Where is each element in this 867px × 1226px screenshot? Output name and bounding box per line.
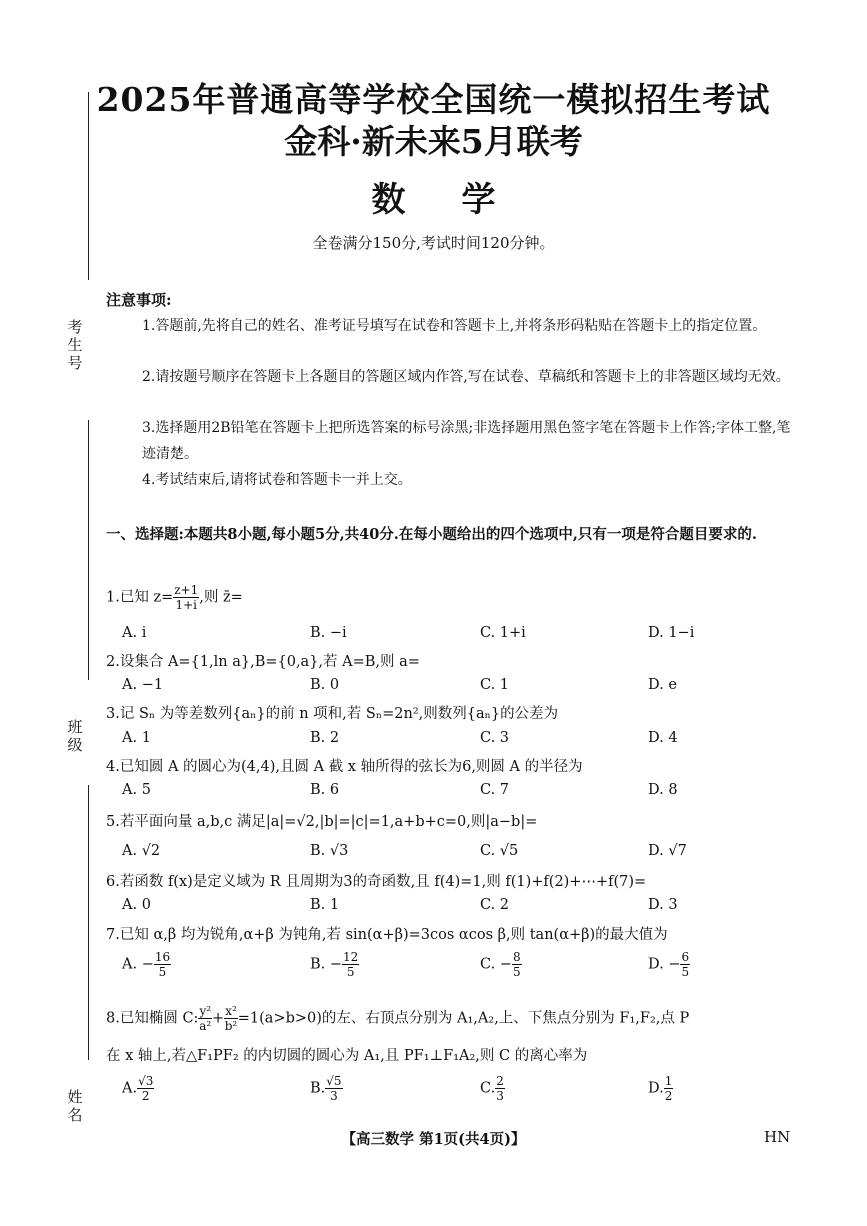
q8-option-a xyxy=(122,1074,154,1103)
q8-post: =1(a>b>0)的左、右顶点分别为 A₁,A₂,上、下焦点分别为 F₁,F₂,点 P xyxy=(237,1010,690,1027)
q8-plus: + xyxy=(212,1010,225,1027)
page-footer: 【高三数学 第1页(共4页)】 xyxy=(341,1131,526,1148)
question-3: 3.记 Sₙ 为等差数列{aₙ}的前 n 项和,若 Sₙ=2n²,则数列{aₙ}的公差为 xyxy=(106,706,559,722)
question-2: 2.设集合 A={1,ln a},B={0,a},若 A=B,则 a= xyxy=(106,654,420,670)
q1-prefix: 1.已知 z= xyxy=(106,589,174,606)
q7-option-b xyxy=(310,950,359,979)
q7-option-a xyxy=(122,950,171,979)
q5-option-b: B. √3 xyxy=(310,843,349,859)
exam-number-label: 考生号 xyxy=(67,318,83,372)
q1-option-c: C. 1+i xyxy=(480,625,526,641)
q1-option-a: A. i xyxy=(122,625,147,641)
q7-b-label: B. − xyxy=(310,956,343,973)
notice-item-3: 3.选择题用2B铅笔在答题卡上把所选答案的标号涂黑;非选择题用黑色签字笔在答题卡上作答;字体工整,笔迹清楚。 xyxy=(142,420,791,462)
question-6: 6.若函数 f(x)是定义域为 R 且周期为3的奇函数,且 f(4)=1,则 f(1)+f(2)+⋯+f(7)= xyxy=(106,874,647,890)
q8-c-num: 2 xyxy=(496,1074,504,1088)
q8-d-den: 2 xyxy=(664,1089,673,1103)
q6-option-c: C. 2 xyxy=(480,897,510,913)
q5-option-c: C. √5 xyxy=(480,843,519,859)
q8-c-frac xyxy=(495,1074,505,1103)
q8-c-den: 3 xyxy=(496,1089,504,1103)
q1-den: 1+i xyxy=(175,598,197,612)
q2-option-b: B. 0 xyxy=(310,677,340,693)
q8-d-num: 1 xyxy=(664,1074,673,1088)
q3-option-b: B. 2 xyxy=(310,730,340,746)
q8-option-d xyxy=(648,1074,673,1103)
q7-option-d xyxy=(648,950,690,979)
q8-a-den: 2 xyxy=(141,1089,150,1103)
exam-subtitle: 金科·新未来5月联考 xyxy=(284,122,583,161)
question-4: 4.已知圆 A 的圆心为(4,4),且圆 A 截 x 轴所得的弦长为6,则圆 A 的半径为 xyxy=(106,759,583,775)
q3-option-a: A. 1 xyxy=(122,730,151,746)
question-8-line-2: 在 x 轴上,若△F₁PF₂ 的内切圆的圆心为 A₁,且 PF₁⊥F₁A₂,则 C 的离心率为 xyxy=(106,1048,588,1064)
binding-line-lower xyxy=(88,785,89,1060)
q8-a-label: A. xyxy=(122,1080,138,1097)
q7-a-num: 16 xyxy=(154,950,171,964)
q8-a-num: √3 xyxy=(138,1074,154,1088)
q1-suffix: ,则 z̄= xyxy=(199,589,243,606)
q2-option-c: C. 1 xyxy=(480,677,510,693)
q8-b-num: √5 xyxy=(326,1074,342,1088)
q8-f2-den: b² xyxy=(224,1019,238,1033)
q1-option-d: D. 1−i xyxy=(648,625,695,641)
q8-f1-den: a² xyxy=(199,1019,212,1033)
q8-frac-1 xyxy=(198,1004,212,1033)
q4-option-d: D. 8 xyxy=(648,782,678,798)
q4-option-c: C. 7 xyxy=(480,782,510,798)
q8-pre: 8.已知椭圆 C: xyxy=(106,1010,199,1027)
q7-b-frac xyxy=(342,950,359,979)
section-heading: 一、选择题:本题共8小题,每小题5分,共40分.在每小题给出的四个选项中,只有一项是符合题目要求的. xyxy=(106,526,757,543)
q7-d-frac xyxy=(680,950,690,979)
q7-c-den: 5 xyxy=(512,965,521,979)
q2-option-d: D. e xyxy=(648,677,677,693)
name-label: 姓名 xyxy=(67,1088,83,1124)
q8-a-frac xyxy=(137,1074,154,1103)
q2-option-a: A. −1 xyxy=(122,677,164,693)
q4-option-a: A. 5 xyxy=(122,782,151,798)
notice-item-2: 2.请按题号顺序在答题卡上各题目的答题区域内作答,写在试卷、草稿纸和答题卡上的非答题区域均无效。 xyxy=(142,369,790,385)
subject-title: 数学 xyxy=(371,180,552,220)
q7-d-num: 6 xyxy=(681,950,690,964)
q8-option-b xyxy=(310,1074,343,1103)
region-code: HN xyxy=(764,1128,791,1146)
q7-a-den: 5 xyxy=(158,965,167,979)
q1-option-b: B. −i xyxy=(310,625,347,641)
question-8-line-1 xyxy=(106,1004,806,1033)
q7-c-frac xyxy=(512,950,522,979)
notice-item-1: 1.答题前,先将自己的姓名、准考证号填写在试卷和答题卡上,并将条形码粘贴在答题卡上的指定位置。 xyxy=(142,318,767,334)
q8-f1-num: y² xyxy=(199,1004,212,1018)
q4-option-b: B. 6 xyxy=(310,782,340,798)
q3-option-c: C. 3 xyxy=(480,730,510,746)
q1-num: z+1 xyxy=(174,583,199,597)
question-7: 7.已知 α,β 均为锐角,α+β 为钝角,若 sin(α+β)=3cos αcos β,则 tan(α+β)的最大值为 xyxy=(106,927,668,943)
q6-option-d: D. 3 xyxy=(648,897,678,913)
q8-f2-num: x² xyxy=(225,1004,237,1018)
q7-c-num: 8 xyxy=(512,950,521,964)
q5-option-a: A. √2 xyxy=(122,843,161,859)
q7-c-label: C. − xyxy=(480,956,512,973)
q5-option-d: D. √7 xyxy=(648,843,687,859)
binding-line-mid xyxy=(88,420,89,680)
q8-frac-2 xyxy=(224,1004,238,1033)
q8-d-label: D. xyxy=(648,1080,664,1097)
q8-option-c xyxy=(480,1074,505,1103)
q7-d-label: D. − xyxy=(648,956,681,973)
q8-b-label: B. xyxy=(310,1080,326,1097)
q7-b-num: 12 xyxy=(343,950,359,964)
notice-item-4: 4.考试结束后,请将试卷和答题卡一并上交。 xyxy=(142,472,412,488)
q8-b-frac xyxy=(325,1074,342,1103)
q7-d-den: 5 xyxy=(681,965,690,979)
q1-fraction xyxy=(173,583,199,612)
class-label: 班级 xyxy=(67,718,83,754)
q7-option-c xyxy=(480,950,522,979)
q8-d-frac xyxy=(664,1074,674,1103)
q7-b-den: 5 xyxy=(346,965,355,979)
question-1 xyxy=(106,583,806,612)
q8-c-label: C. xyxy=(480,1080,496,1097)
q7-a-frac xyxy=(154,950,171,979)
q6-option-a: A. 0 xyxy=(122,897,151,913)
q8-b-den: 3 xyxy=(330,1089,338,1103)
exam-title: 2025年普通高等学校全国统一模拟招生考试 xyxy=(96,80,771,119)
notice-title: 注意事项: xyxy=(106,291,172,309)
q6-option-b: B. 1 xyxy=(310,897,340,913)
q7-a-label: A. − xyxy=(122,956,154,973)
q3-option-d: D. 4 xyxy=(648,730,678,746)
full-marks-note: 全卷满分150分,考试时间120分钟。 xyxy=(312,234,555,252)
question-5: 5.若平面向量 a,b,c 满足|a|=√2,|b|=|c|=1,a+b+c=0,则|a−b|= xyxy=(106,814,538,830)
